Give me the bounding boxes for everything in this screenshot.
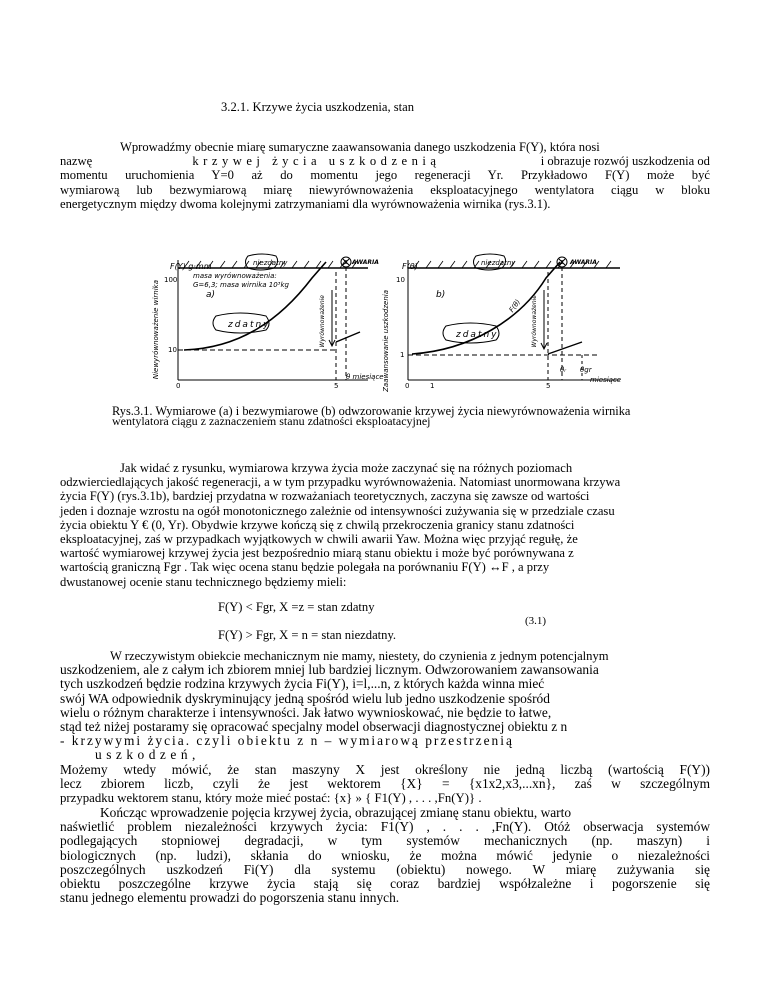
left-zone-niezdatny: niezdatny bbox=[253, 259, 288, 267]
caption-line-2: wentylatora ciągu z zaznaczeniem stanu zdatności eksploatacyjnej bbox=[112, 414, 431, 429]
right-zone-zdatny: zdatny bbox=[456, 330, 499, 340]
right-panel-tag: b) bbox=[436, 290, 446, 300]
left-ytick-10: 10 bbox=[168, 346, 177, 354]
left-new-curve bbox=[336, 332, 360, 342]
para3-line: stąd też niżej postaramy się opracować specjalny model obserwacji diagnostycznej obiektu z n bbox=[60, 719, 568, 735]
right-xtick-0: 0 bbox=[405, 382, 410, 390]
right-xtick-5: 5 bbox=[546, 382, 551, 390]
para3-line: uszkodzeń, bbox=[95, 747, 200, 763]
left-xlabel: θ miesiące bbox=[346, 373, 384, 381]
para2-line: wartość wymiarowej krzywej życia jest bezpośrednio miarą stanu obiektu i może być porównywana z bbox=[60, 546, 574, 561]
para3-line: Możemy wtedy mówić, że stan maszyny X jest określony nie jedną liczbą (wartością F(Y)) bbox=[60, 761, 710, 777]
para3-line: uszkodzeniem, ale z całym ich zbiorem mniej lub bardziej licznym. Odwzorowaniem zawansowania bbox=[60, 662, 599, 678]
para3-line: tych uszkodzeń będzie rodzina krzywych życia Fi(Y), i=l,...n, z których każda winna mieć bbox=[60, 676, 545, 692]
intro-line-5: energetycznym między dwoma kolejnymi zatrzymaniami dla wyrównoważenia wirnika (rys.3.1). bbox=[60, 196, 551, 211]
para2-line: Jak widać z rysunku, wymiarowa krzywa życia może zaczynać się na różnych poziomach bbox=[120, 461, 573, 475]
para4-line: Kończąc wprowadzenie pojęcia krzywej życia, obrazującej zmianę stanu obiektu, warto bbox=[100, 805, 572, 820]
right-yunit: F(θ) bbox=[402, 262, 418, 271]
right-zone-niezdatny: niezdatny bbox=[481, 259, 516, 267]
figure-caption bbox=[112, 404, 732, 428]
intro-line-3: momentu uruchomienia Y=0 aż do momentu jego regeneracji Yr. Przykładowo F(Y) może być bbox=[60, 168, 710, 183]
para4-line: naświetlić problem niezależności krzywych życia: F1(Y) , . . . ,Fn(Y). Otóż obserwacja systemów bbox=[60, 819, 710, 835]
para2-line: życia F(Y) (rys.3.1b), bardziej przydatna w rozważaniach teoretycznych, zaczyna się zawsze od wartości bbox=[60, 489, 590, 504]
equation-line-1: F(Y) < Fgr, X =z = stan zdatny bbox=[218, 600, 375, 614]
intro-line-2 bbox=[60, 154, 710, 168]
section-heading: 3.2.1. Krzywe życia uszkodzenia, stan bbox=[221, 100, 415, 114]
para3-line: swój WA odpowiednik dyskryminujący jedną spośród wielu lub jedno uszkodzenie spośród bbox=[60, 690, 550, 706]
intro-paragraph bbox=[60, 140, 710, 211]
right-xtick-1: 1 bbox=[430, 382, 435, 390]
para3-line: przypadku wektorem stanu, który może mieć postać: {x} » { F1(Y) , . . . ,Fn(Y)} . bbox=[60, 791, 482, 806]
right-xlabel: miesiące bbox=[590, 376, 622, 384]
para4-line: biologicznych (np. ludzi), skłania do wniosku, że można mówić jedynie o niezależności bbox=[60, 847, 710, 863]
para4-line: stanu jednego elementu prowadzi do pogorszenia stanu innych. bbox=[60, 890, 400, 906]
paragraph-4 bbox=[60, 806, 710, 905]
para2-line: dwustanowej ocenie stanu technicznego będziemy mieli: bbox=[60, 574, 347, 589]
para4-line: obiektu poszczególne krzywe życia stają się coraz bardziej współzależne i pogorszenie się bbox=[60, 876, 710, 892]
right-curve-tag: F(θ) bbox=[507, 298, 523, 314]
caption-line-1: Rys.3.1. Wymiarowe (a) i bezwymiarowe (b) odwzorowanie krzywej życia niewyrównoważenia wirnika bbox=[112, 404, 631, 418]
para2-line: jeden i doznaje wzrostu na ogół monotonicznego zależnie od intensywności zużywania się w przedziale czasu bbox=[60, 503, 615, 518]
right-failure-label: AWARIA bbox=[570, 259, 597, 266]
para2-line: wartością graniczną Fgr . Tak więc ocena stanu będzie polegała na porównaniu F(Y) ↔F , a przy bbox=[60, 560, 550, 575]
para3-line: wielu o różnym charakterze i intensywności. Jak łatwo wywnioskować, nie będzie to łatwe, bbox=[60, 704, 552, 720]
left-zone-zdatny: zdatny bbox=[228, 320, 271, 330]
para3-line: W rzeczywistym obiekcie mechanicznym nie mamy, niestety, do czynienia z jednym potencjalnym bbox=[110, 649, 609, 663]
intro-spaced-term: krzywej życia uszkodzenią bbox=[192, 154, 441, 169]
right-ytick-1: 1 bbox=[400, 351, 405, 359]
para3-line: lecz zbiorem liczb, czyli że jest wektorem {X} = {x1x2,x3,...xn}, zaś w szczególnym bbox=[60, 775, 710, 791]
right-xtick-theta-gr: θgr bbox=[580, 366, 592, 374]
right-ylabel: Zaawansowanie uszkodzenia bbox=[382, 290, 390, 392]
para4-line: poszczególnych uszkodzeń Fi(Y) dla systemu (obiektu) nowego. W miarę zużywania się bbox=[60, 861, 710, 877]
intro-line-1: Wprowadźmy obecnie miarę sumaryczne zaawansowania danego uszkodzenia F(Y), która nosi bbox=[120, 140, 600, 154]
left-ytick-100: 100 bbox=[164, 276, 178, 284]
right-new-curve bbox=[548, 342, 582, 354]
left-panel-tag: a) bbox=[206, 290, 216, 300]
right-ytick-10: 10 bbox=[396, 276, 405, 284]
intro-line-4: wymiarową lub bezwymiarową miarę niewyrównoważenia eksploatacyjnego wentylatora ciągu w bloku bbox=[60, 182, 710, 197]
right-vertical-tag: Wyrównoważenie bbox=[531, 295, 538, 348]
paragraph-3 bbox=[60, 649, 710, 805]
para3-line: - krzywymi życia. czyli obiektu z n – wymiarową przestrzenią bbox=[60, 733, 514, 749]
para2-line: eksploatacyjnej, zaś w przypadkach wyjątkowych w chwili awarii Yaw. Można więc przyjąć regułę, że bbox=[60, 532, 578, 547]
left-note-1: masa wyrównoważenia: bbox=[193, 272, 277, 280]
left-xtick-5: 5 bbox=[334, 382, 339, 390]
equation-number: (3.1) bbox=[525, 615, 547, 627]
equation-line-2: F(Y) > Fgr, X = n = stan niezdatny. bbox=[218, 628, 397, 642]
para2-line: życia obiektu Y € (0, Yr). Obydwie krzywe kończą się z chwilą przekroczenia granicy stanu zdatności bbox=[60, 517, 575, 532]
left-yunit: F(Y) g·mm bbox=[170, 262, 212, 271]
left-vertical-tag: Wyrównoważenie bbox=[319, 295, 326, 348]
para4-line: podlegających stopniowej degradacji, w tym systemów mechanicznych (np. maszyn) i bbox=[60, 833, 710, 849]
intro-line-2-pre: nazwę bbox=[60, 154, 93, 169]
left-ylabel: Niewyrównoważenie wirnika bbox=[152, 280, 160, 380]
para2-line: odzwierciedlających jakość regeneracji, a w tym przypadku wyrównoważenia. Natomiast unormowana krzywa bbox=[60, 475, 621, 490]
right-xtick-theta-r: θᵣ bbox=[560, 366, 567, 374]
left-note-2: G=6,3; masa wirnika 10³kg bbox=[193, 281, 289, 289]
intro-line-2-post: i obrazuje rozwój uszkodzenia od bbox=[540, 154, 710, 169]
paragraph-2 bbox=[60, 461, 710, 589]
left-failure-label: AWARIA bbox=[352, 259, 379, 266]
left-xtick-0: 0 bbox=[176, 382, 181, 390]
